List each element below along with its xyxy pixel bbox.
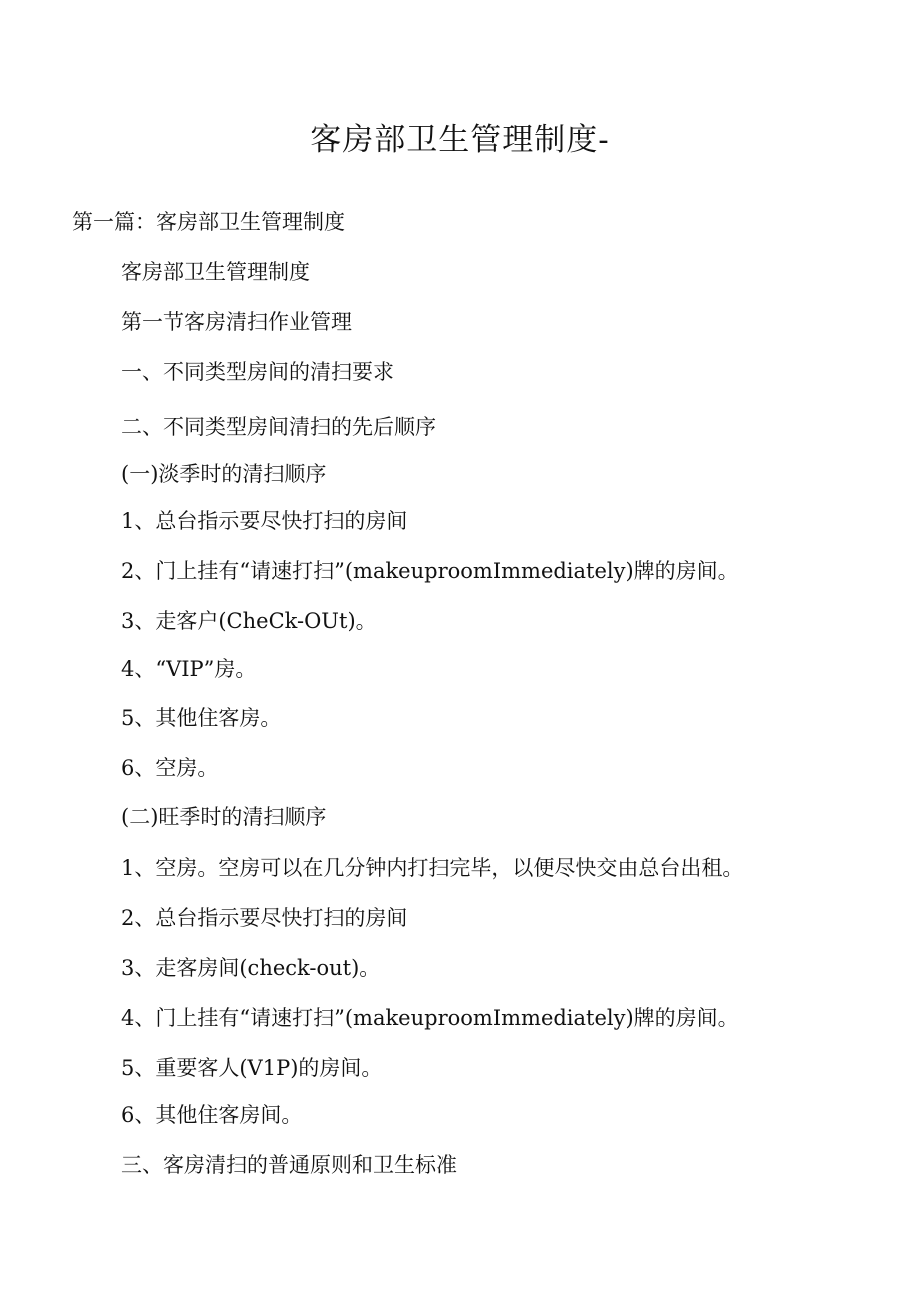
list-item: 4、门上挂有“请速打扫”(makeuproomImmediately)牌的房间。 (121, 1006, 739, 1030)
section-heading-part-one: 第一篇：客房部卫生管理制度 (72, 210, 345, 234)
subheading-off-season: (一)淡季时的清扫顺序 (121, 462, 327, 486)
heading-item-1: 一、不同类型房间的清扫要求 (121, 360, 394, 384)
list-item: 3、走客户(CheCk-OUt)。 (121, 609, 377, 633)
list-item: 1、总台指示要尽快打扫的房间 (121, 509, 408, 533)
heading-item-3: 三、客房清扫的普通原则和卫生标准 (121, 1153, 457, 1177)
list-item: 6、其他住客房间。 (121, 1103, 303, 1127)
document-title: 客房部卫生管理制度- (310, 122, 610, 158)
heading-item-2: 二、不同类型房间清扫的先后顺序 (121, 415, 436, 439)
list-item: 4、“VIP”房。 (121, 657, 257, 681)
list-item: 2、总台指示要尽快打扫的房间 (121, 906, 408, 930)
chapter-heading: 第一节客房清扫作业管理 (121, 310, 352, 334)
list-item: 5、其他住客房。 (121, 706, 282, 730)
list-item: 1、空房。空房可以在几分钟内打扫完毕，以便尽快交由总台出租。 (121, 856, 744, 880)
list-item: 2、门上挂有“请速打扫”(makeuproomImmediately)牌的房间。 (121, 559, 739, 583)
list-item: 3、走客房间(check-out)。 (121, 956, 381, 980)
list-item: 6、空房。 (121, 756, 219, 780)
list-item: 5、重要客人(V1P)的房间。 (121, 1056, 383, 1080)
subheading: 客房部卫生管理制度 (121, 260, 310, 284)
subheading-peak-season: (二)旺季时的清扫顺序 (121, 805, 327, 829)
